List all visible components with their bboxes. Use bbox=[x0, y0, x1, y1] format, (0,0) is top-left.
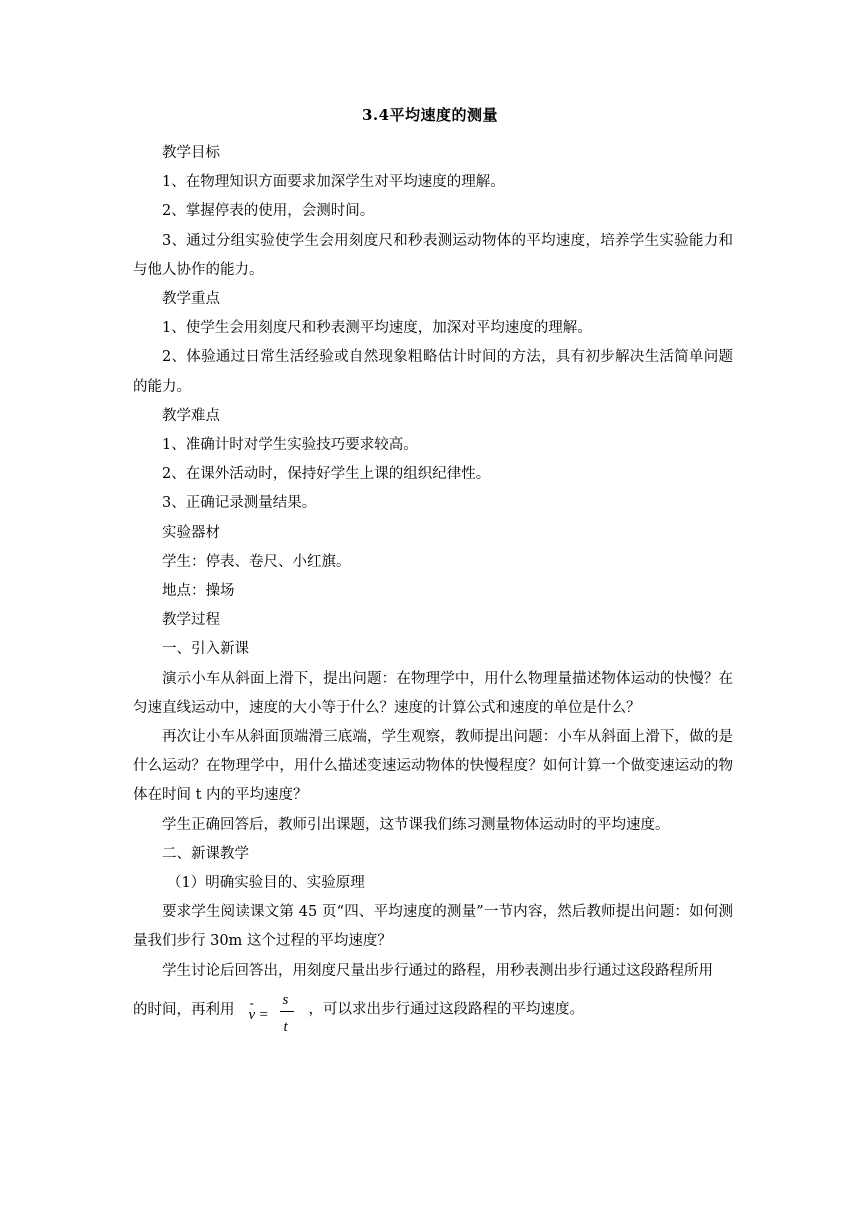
paragraph: 演示小车从斜面上滑下，提出问题：在物理学中，用什么物理量描述物体运动的快慢？在匀速直线运动中，速度的大小等于什么？速度的计算公式和速度的单位是什么？ bbox=[133, 670, 733, 716]
paragraph: 3、正确记录测量结果。 bbox=[162, 495, 317, 512]
heading-objectives: 教学目标 bbox=[162, 145, 220, 161]
paragraph: 再次让小车从斜面顶端滑三底端，学生观察，教师提出问题：小车从斜面上滑下，做的是什么运动？在物理学中，用什么描述变速运动物体的快慢程度？如何计算一个做变速运动的物体在时间 t 内的平均速度？ bbox=[133, 729, 733, 804]
paragraph: 地点：操场 bbox=[162, 583, 235, 600]
formula-paragraph bbox=[133, 986, 733, 1034]
sub-heading: （1）明确实验目的、实验原理 bbox=[167, 875, 365, 892]
page-title: 3.4平均速度的测量 bbox=[361, 106, 499, 124]
section-heading: 一、引入新课 bbox=[162, 641, 249, 658]
paragraph: 2、在课外活动时，保持好学生上课的组织纪律性。 bbox=[162, 466, 491, 483]
heading-process: 教学过程 bbox=[162, 612, 220, 629]
paragraph: 学生正确回答后，教师引出课题，这节课我们练习测量物体运动时的平均速度。 bbox=[162, 816, 670, 833]
paragraph: 3、通过分组实验使学生会用刻度尺和秒表测运动物体的平均速度，培养学生实验能力和与他人协作的能力。 bbox=[133, 232, 733, 278]
average-velocity-formula bbox=[249, 986, 307, 1034]
paragraph: 2、体验通过日常生活经验或自然现象粗略估计时间的方法，具有初步解决生活简单问题的能力。 bbox=[133, 349, 733, 395]
paragraph: 学生讨论后回答出，用刻度尺量出步行通过的路程，用秒表测出步行通过这段路程所用 bbox=[162, 962, 713, 979]
formula-bar: - bbox=[249, 994, 254, 1010]
paragraph: 要求学生阅读课文第 45 页“四、平均速度的测量”一节内容，然后教师提出问题：如何测量我们步行 30m 这个过程的平均速度？ bbox=[133, 904, 733, 950]
paragraph: 1、使学生会用刻度尺和秒表测平均速度，加深对平均速度的理解。 bbox=[162, 320, 592, 337]
heading-equipment: 实验器材 bbox=[162, 524, 220, 541]
formula-numerator: s bbox=[282, 991, 289, 1008]
formula-denominator: t bbox=[283, 1018, 288, 1035]
formula-text-before: 的时间，再利用 bbox=[133, 1001, 235, 1018]
heading-key-points: 教学重点 bbox=[162, 291, 220, 308]
formula-v: v bbox=[248, 1006, 256, 1023]
paragraph: 学生：停表、卷尺、小红旗。 bbox=[162, 553, 351, 570]
document-body bbox=[133, 139, 733, 1034]
paragraph: 1、在物理知识方面要求加深学生对平均速度的理解。 bbox=[162, 174, 505, 191]
heading-difficulties: 教学难点 bbox=[162, 407, 220, 424]
paragraph: 1、准确计时对学生实验技巧要求较高。 bbox=[162, 437, 418, 454]
formula-text-after: ，可以求出步行通过这段路程的平均速度。 bbox=[308, 1001, 584, 1018]
section-heading: 二、新课教学 bbox=[162, 845, 249, 862]
fraction-line bbox=[280, 1011, 294, 1012]
paragraph: 2、掌握停表的使用，会测时间。 bbox=[162, 203, 375, 220]
formula-equals: = bbox=[259, 1006, 268, 1023]
